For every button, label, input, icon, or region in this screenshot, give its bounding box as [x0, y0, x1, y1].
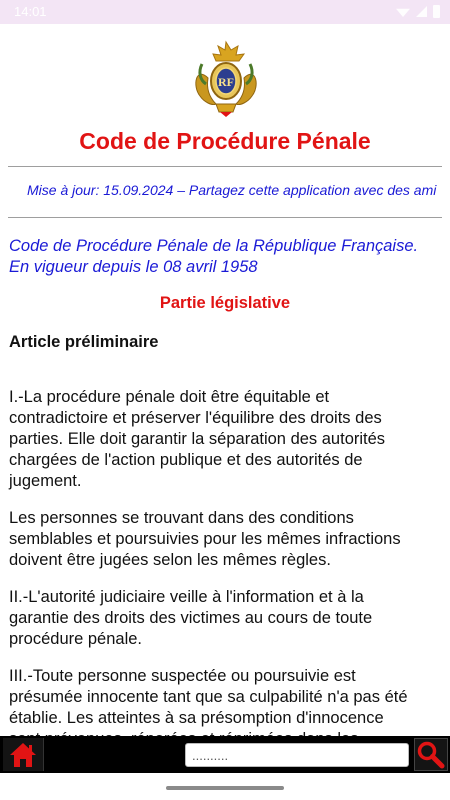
- text-line: jugement.: [9, 472, 82, 490]
- divider: [8, 166, 442, 167]
- article-body: [9, 371, 441, 787]
- text-line: parties. Elle doit garantir la séparation des autorités: [9, 430, 386, 448]
- french-republic-emblem-icon: [186, 38, 266, 118]
- magnifier-icon: [415, 739, 447, 770]
- gesture-handle[interactable]: [166, 786, 284, 790]
- system-navigation-bar: [0, 773, 450, 800]
- article-heading: Article préliminaire: [9, 333, 159, 351]
- text-line: garantie des droits des victimes au cours de toute: [9, 609, 373, 627]
- text-line: procédure pénale.: [9, 630, 143, 648]
- text-line: Les personnes se trouvant dans des conditions: [9, 509, 354, 527]
- text-line: III.-Toute personne suspectée ou poursuivie est: [9, 667, 356, 685]
- document-content[interactable]: [0, 24, 450, 736]
- status-bar: [0, 0, 450, 24]
- status-icons: [396, 5, 440, 18]
- status-time: 14:01: [14, 4, 47, 19]
- text-line: II.-L'autorité judiciaire veille à l'information et à la: [9, 588, 364, 606]
- text-line: doivent être jugées selon les mêmes règles.: [9, 551, 331, 569]
- text-line: I.-La procédure pénale doit être équitable et: [9, 388, 330, 406]
- page-title: Code de Procédure Pénale: [79, 128, 371, 154]
- search-input[interactable]: [185, 743, 409, 767]
- text-line: chargées de l'action publique et des autorités de: [9, 451, 363, 469]
- text-line: présumée innocente tant que sa culpabilité n'a pas été: [9, 688, 408, 706]
- text-line: établie. Les atteintes à sa présomption d'innocence: [9, 709, 384, 727]
- wifi-icon: [396, 6, 410, 17]
- search-button[interactable]: [414, 738, 448, 771]
- svg-text:RF: RF: [218, 75, 234, 89]
- battery-icon: [433, 5, 440, 18]
- bottom-toolbar: [0, 736, 450, 773]
- update-notice: Mise à jour: 15.09.2024 – Partagez cette application avec des ami: [27, 182, 437, 198]
- text-line: contradictoire et préserver l'équilibre des droits des: [9, 409, 382, 427]
- intro-line: En vigueur depuis le 08 avril 1958: [9, 258, 258, 276]
- divider: [8, 217, 442, 218]
- intro-line: Code de Procédure Pénale de la République Française.: [9, 237, 419, 255]
- intro-text: [9, 236, 441, 278]
- home-button[interactable]: [3, 738, 44, 771]
- home-icon: [3, 738, 43, 771]
- part-heading: Partie législative: [159, 294, 291, 312]
- text-line: semblables et poursuivies pour les mêmes infractions: [9, 530, 401, 548]
- signal-icon: [416, 6, 427, 17]
